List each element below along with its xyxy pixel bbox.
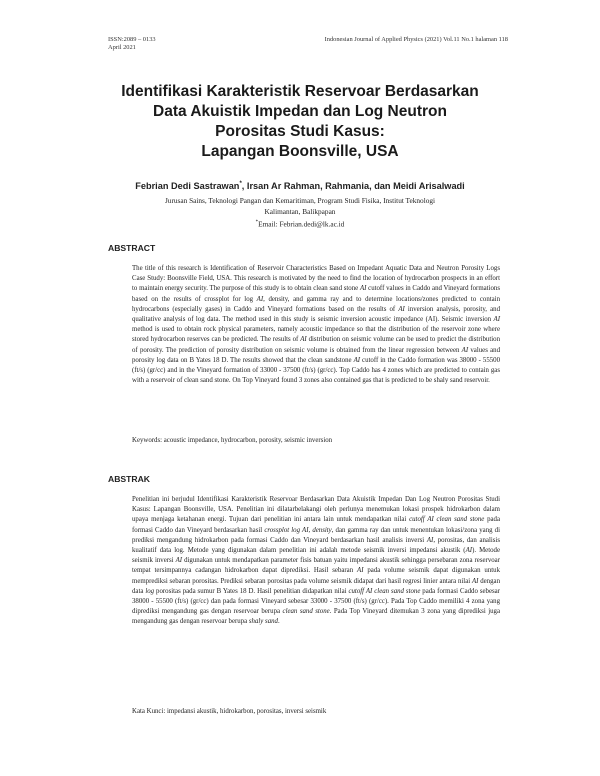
- issue-date: April 2021: [108, 44, 136, 51]
- co-authors: , Irsan Ar Rahman, Rahmania, dan Meidi Arisalwadi: [241, 181, 465, 192]
- abstract-keywords: Keywords: acoustic impedance, hydrocarbon, porosity, seismic inversion: [132, 437, 333, 444]
- title-line: Porositas Studi Kasus:: [215, 123, 385, 140]
- abstrak-body: Penelitian ini berjudul Identifikasi Karakteristik Reservoar Berdasarkan Data Akuistik Impedan Dan Log Neutron Porositas Studi Kasus: Lapangan Boonsville, USA. Penelitian ini dilatarbelakangi oleh perlunya menemukan lokasi prospek hidrokarbon dalam upaya menjaga ketahanan energi. Tujuan dari penelitian ini antara lain untuk mendapatkan nilai cutoff AI clean sand stone pada formasi Caddo dan Vineyard berdasarkan hasil crossplot log AI, density, dan gamma ray dan untuk menentukan lokasi/zona yang di prediksi mengandung hidrokarbon pada formasi Caddo dan Vineyard berdasarkan hasil analisis inversi AI, porositas, dan analisis kualitatif data log. Metode yang digunakan dalam penelitian ini adalah metode seismik inversi impedansi akustik (AI). Metode seismik inversi AI digunakan untuk mendapatkan parameter fisis batuan yaitu impedansi akustik sehingga persebaran zona reservoar tempat tersimpannya cadangan hidrokarbon dapat diprediksi. Hasil sebaran AI pada volume seismik dapat digunakan untuk memprediksi sebaran porositas. Prediksi sebaran porositas pada volume seismik didapat dari hasil regresi linier antara nilai AI dengan data log porositas pada sumur B Yates 18 D. Hasil penelitian didapatkan nilai cutoff AI clean sand stone pada formasi Caddo sebesar 38000 - 55500 (ft/s) (gr/cc) dan pada formasi Vineyard sebesar 33000 - 37500 (ft/s) (gr/cc). Pada Top Caddo memiliki 4 zona yang diprediksi mengandung gas dengan reservoar berupa clean sand stone. Pada Top Vineyard ditemukan 3 zona yang diprediksi juga mengandung gas dengan reservoar berupa shaly sand.: [132, 496, 501, 626]
- title-line: Lapangan Boonsville, USA: [201, 143, 399, 160]
- abstract-body: The title of this research is Identification of Reservoir Characteristics Based on Impedant Aquatic Data and Neutron Porosity Logs Case Study: Boonsville Field, USA. This research is motivated by the need to find the location of hydrocarbon prospects in an effort to maintain energy security. The purpose of this study is to obtain clean sand stone AI cutoff values in Caddo and Vineyard formations based on the results of crossplot for log AI, density, and gamma ray and to determine locations/zones predicted to contain hydrocarbons (especially gases) in Caddo and Vineyard formations based on the results of AI inversion analysis, porosity, and qualitative analysis of log data. The method used in this study is seismic inversion acoustic impedance (AI). Seismic inversion AI method is used to obtain rock physical parameters, namely acoustic impedance so that the distribution of the reservoir zone where stored hydrocarbon reserves can be predicted. The results of AI distribution on seismic volume can be used to predict the distribution of porosity. The prediction of porosity distribution on seismic volume is obtained from the linear regression between AI values and porosity log data on B Yates 18 D. The results showed that the clean sandstone AI cutoff in the Caddo formation was 38000 - 55500 (ft/s) (gr/cc) and in the Vineyard formation of 33000 - 37500 (ft/s) (gr/cc). Top Caddo has 4 zones which are predicted to contain gas with a reservoir of clean sand stone. On Top Vineyard found 3 zones also contained gas that is predicted to be shaly sand reservoir.: [132, 265, 501, 385]
- paper-title: [100, 82, 500, 162]
- affiliation-line: Jurusan Sains, Teknologi Pangan dan Kemaritiman, Program Studi Fisika, Institut Teknologi: [164, 196, 436, 205]
- corresponding-author: Febrian Dedi Sastrawan: [135, 181, 240, 192]
- affiliation: [100, 195, 500, 229]
- abstract-heading: ABSTRACT: [108, 243, 156, 253]
- email-mark: *: [255, 220, 259, 225]
- running-header-left: [108, 36, 156, 52]
- issn: ISSN:2089 – 0133: [108, 36, 156, 43]
- title-line: Identifikasi Karakteristik Reservoar Berdasarkan: [121, 83, 479, 100]
- title-line: Data Akuistik Impedan dan Log Neutron: [153, 103, 447, 120]
- journal-reference: Indonesian Journal of Applied Physics (2021) Vol.11 No.1 halaman 118: [324, 36, 508, 43]
- email-line: [100, 217, 500, 229]
- corresponding-mark: *: [239, 181, 242, 187]
- author-list: [100, 181, 500, 191]
- abstrak-keywords: Kata Kunci: impedansi akustik, hidrokarbon, porositas, inversi seismik: [132, 708, 327, 715]
- author-email: Email: Febrian.dedi@lk.ac.id: [258, 219, 345, 229]
- affiliation-line: Kalimantan, Balikpapan: [264, 207, 336, 216]
- abstrak-heading: ABSTRAK: [108, 474, 151, 484]
